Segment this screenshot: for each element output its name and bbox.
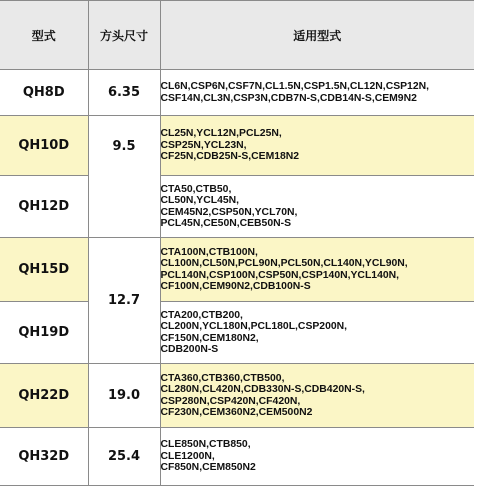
types-line: CF850N,CEM850N2 — [160, 462, 256, 474]
header-types: 适用型式 — [160, 1, 474, 70]
model-cell: QH19D — [0, 302, 88, 364]
types-line: PCL45N,CE50N,CEB50N-S — [160, 217, 292, 229]
types-line: CTA100N,CTB100N, — [160, 246, 258, 258]
types-cell — [160, 70, 474, 116]
size-cell: 12.7 — [88, 238, 160, 364]
types-line: CF25N,CDB25N-S,CEM18N2 — [160, 151, 300, 163]
table-row — [0, 238, 474, 302]
types-line: CL25N,YCL12N,PCL25N, — [160, 128, 282, 140]
types-line: CF230N,CEM360N2,CEM500N2 — [160, 406, 313, 418]
types-line: CTA360,CTB360,CTB500, — [160, 372, 285, 384]
size-cell: 6.35 — [88, 70, 160, 116]
types-line: CL100N,CL50N,PCL90N,PCL50N,CL140N,YCL90N, — [160, 258, 408, 270]
types-line: CL6N,CSP6N,CSF7N,CL1.5N,CSP1.5N,CL12N,CSP12N, — [160, 81, 430, 93]
types-line: CDB200N-S — [160, 343, 219, 355]
types-line: CL280N,CL420N,CDB330N-S,CDB420N-S, — [160, 384, 365, 396]
size-cell: 19.0 — [88, 364, 160, 428]
types-cell — [160, 302, 474, 364]
model-cell: QH22D — [0, 364, 88, 428]
size-cell: 25.4 — [88, 428, 160, 486]
types-cell — [160, 364, 474, 428]
header-row — [0, 1, 474, 70]
model-cell: QH32D — [0, 428, 88, 486]
types-cell — [160, 116, 474, 176]
table-row — [0, 116, 474, 176]
table-row — [0, 176, 474, 238]
types-line: CSF14N,CL3N,CSP3N,CDB7N-S,CDB14N-S,CEM9N2 — [160, 92, 417, 104]
size-cell: 9.5 — [88, 116, 160, 238]
types-line: CF100N,CEM90N2,CDB100N-S — [160, 280, 311, 292]
model-cell: QH12D — [0, 176, 88, 238]
table-row — [0, 70, 474, 116]
model-cell: QH8D — [0, 70, 88, 116]
table-row — [0, 428, 474, 486]
types-line: PCL140N,CSP100N,CSP50N,CSP140N,YCL140N, — [160, 269, 400, 281]
types-cell — [160, 176, 474, 238]
types-line: CTA200,CTB200, — [160, 309, 243, 321]
types-line: CLE850N,CTB850, — [160, 439, 251, 451]
model-cell: QH15D — [0, 238, 88, 302]
types-line: CEM45N2,CSP50N,YCL70N, — [160, 206, 298, 218]
table-row — [0, 302, 474, 364]
types-line: CSP25N,YCL23N, — [160, 139, 247, 151]
types-line: CL50N,YCL45N, — [160, 195, 240, 207]
types-line: CL200N,YCL180N,PCL180L,CSP200N, — [160, 321, 348, 333]
types-line: CSP280N,CSP420N,CF420N, — [160, 395, 301, 407]
types-cell — [160, 238, 474, 302]
types-line: CTA50,CTB50, — [160, 183, 232, 195]
header-model: 型式 — [0, 1, 88, 70]
types-line: CLE1200N, — [160, 450, 215, 462]
types-line: CF150N,CEM180N2, — [160, 332, 259, 344]
table-row — [0, 364, 474, 428]
header-size: 方头尺寸 — [88, 1, 160, 70]
model-cell: QH10D — [0, 116, 88, 176]
types-cell — [160, 428, 474, 486]
